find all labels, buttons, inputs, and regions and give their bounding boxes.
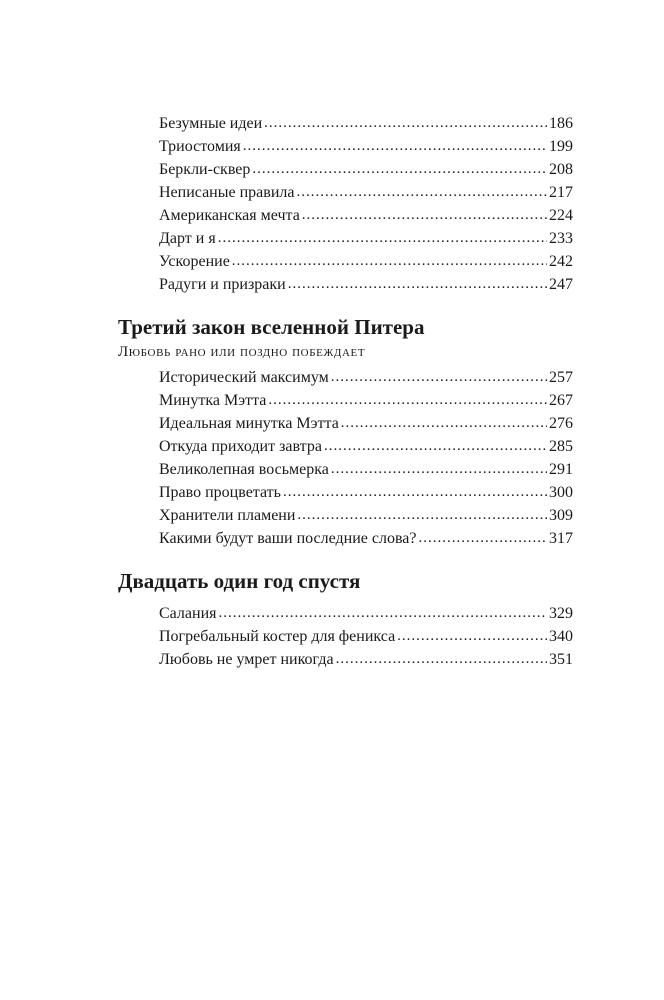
dot-leader — [341, 411, 547, 435]
toc-entry-page: 224 — [549, 207, 573, 224]
toc-entry-title: Триостомия — [159, 138, 241, 155]
dot-leader — [268, 388, 547, 412]
dot-leader — [324, 434, 547, 458]
toc-entry-title: Любовь не умрет никогда — [159, 651, 334, 668]
toc-entry — [159, 273, 573, 296]
toc-section-2 — [118, 314, 573, 550]
toc-entry-title: Исторический максимум — [159, 369, 329, 386]
dot-leader — [302, 203, 547, 227]
dot-leader — [336, 647, 547, 671]
toc-entry-page: 217 — [549, 184, 573, 201]
toc-entry-title: Погребальный костер для феникса — [159, 628, 396, 645]
toc-entry-title: Американская мечта — [159, 207, 300, 224]
dot-leader — [283, 480, 547, 504]
toc-entry-title: Великолепная восьмерка — [159, 461, 329, 478]
toc-entry-title: Право процветать — [159, 484, 281, 501]
dot-leader — [243, 134, 547, 158]
toc-section-3 — [118, 568, 573, 671]
toc-entry — [159, 366, 573, 389]
toc-entry-page: 351 — [549, 651, 573, 668]
toc-entry-title: Неписаные правила — [159, 184, 295, 201]
dot-leader — [419, 526, 547, 550]
toc-entry — [159, 158, 573, 181]
toc-entry — [159, 181, 573, 204]
dot-leader — [331, 365, 547, 389]
section-subtitle: Любовь рано или поздно побеждает — [118, 344, 366, 360]
toc-entry-page: 309 — [549, 507, 573, 524]
toc-entry — [159, 412, 573, 435]
toc-entry-page: 247 — [549, 276, 573, 293]
toc-entry-page: 267 — [549, 392, 573, 409]
dot-leader — [331, 457, 547, 481]
toc-entry — [159, 504, 573, 527]
toc-entry — [159, 602, 573, 625]
toc-entries-block-1 — [118, 112, 573, 296]
toc-entry-page: 199 — [549, 138, 573, 155]
toc-entries-section-3 — [118, 602, 573, 671]
toc-entry-page: 317 — [549, 530, 573, 547]
dot-leader — [297, 503, 547, 527]
toc-entry — [159, 481, 573, 504]
toc-entry — [159, 435, 573, 458]
toc-entry-title: Безумные идеи — [159, 115, 263, 132]
toc-entry — [159, 625, 573, 648]
dot-leader — [288, 272, 547, 296]
toc-entry-page: 340 — [549, 628, 573, 645]
toc-entry — [159, 458, 573, 481]
toc-entry — [159, 227, 573, 250]
toc-entry-page: 208 — [549, 161, 573, 178]
section-title: Двадцать один год спустя — [118, 569, 361, 593]
toc-entry-page: 233 — [549, 230, 573, 247]
toc-entry-title: Беркли-сквер — [159, 161, 251, 178]
dot-leader — [218, 226, 547, 250]
toc-entry-page: 329 — [549, 605, 573, 622]
toc-entry-page: 276 — [549, 415, 573, 432]
toc-entry — [159, 250, 573, 273]
toc-entry — [159, 204, 573, 227]
toc-entry-title: Откуда приходит завтра — [159, 438, 322, 455]
toc-entry — [159, 648, 573, 671]
toc-entry-title: Салания — [159, 605, 217, 622]
toc-entry — [159, 527, 573, 550]
toc-entry — [159, 112, 573, 135]
toc-entry-title: Дарт и я — [159, 230, 216, 247]
toc-entry-page: 242 — [549, 253, 573, 270]
toc-entry-page: 291 — [549, 461, 573, 478]
toc-entry-title: Какими будут ваши последние слова? — [159, 530, 417, 547]
dot-leader — [296, 180, 547, 204]
toc-entry — [159, 135, 573, 158]
section-title: Третий закон вселенной Питера — [118, 315, 425, 339]
toc-entries-section-2 — [118, 366, 573, 550]
toc-entry-title: Минутка Мэтта — [159, 392, 267, 409]
dot-leader — [232, 249, 547, 273]
dot-leader — [264, 111, 547, 135]
dot-leader — [252, 157, 547, 181]
dot-leader — [397, 624, 547, 648]
toc-entry-title: Радуги и призраки — [159, 276, 286, 293]
toc-entry-page: 300 — [549, 484, 573, 501]
toc-entry-title: Ускорение — [159, 253, 230, 270]
dot-leader — [218, 601, 547, 625]
toc-entry-title: Хранители пламени — [159, 507, 296, 524]
toc-entry-title: Идеальная минутка Мэтта — [159, 415, 339, 432]
toc-entry-page: 257 — [549, 369, 573, 386]
toc-entry-page: 285 — [549, 438, 573, 455]
toc-entry-page: 186 — [549, 115, 573, 132]
table-of-contents — [118, 112, 573, 671]
toc-entry — [159, 389, 573, 412]
